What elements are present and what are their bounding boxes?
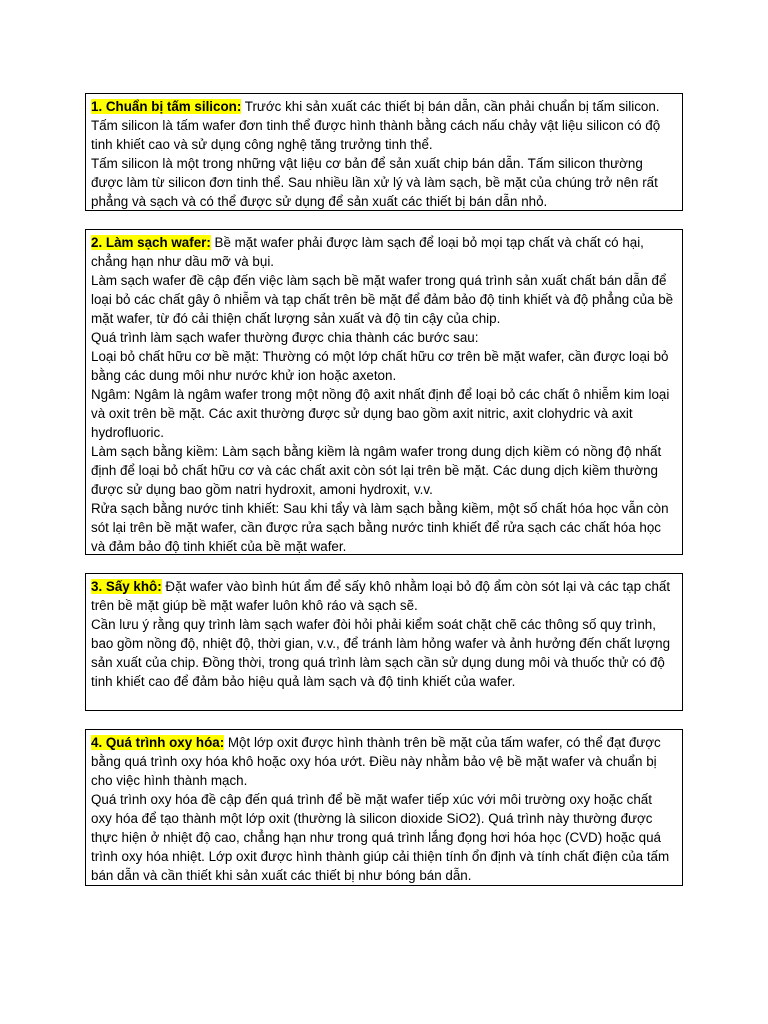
section-paragraph: Rửa sạch bằng nước tinh khiết: Sau khi tẩy và làm sạch bằng kiềm, một số chất hóa học vẫn còn sót lại trên bề mặt wafer, cần được rửa sạch bằng nước tinh khiết để rửa sạch các chất hóa học và đảm bảo độ tinh khiết của bề mặt wafer. — [91, 501, 669, 554]
section-paragraph — [91, 97, 676, 154]
section-paragraph — [91, 577, 676, 615]
section-1-box — [85, 93, 683, 211]
section-text: Một lớp oxit được hình thành trên bề mặt của tấm wafer, có thể đạt được bằng quá trình oxy hóa khô hoặc oxy hóa ướt. Điều này nhằm bảo vệ bề mặt wafer và chuẩn bị cho việc hình thành mạch. — [91, 735, 661, 788]
section-paragraph — [91, 233, 676, 271]
section-text: Trước khi sản xuất các thiết bị bán dẫn, cần phải chuẩn bị tấm silicon. Tấm silicon là tấm wafer đơn tinh thể được hình thành bằng cách nấu chảy vật liệu silicon có độ tinh khiết cao và sử dụng công nghệ tăng trưởng tinh thể. — [91, 99, 661, 152]
section-paragraph: Làm sạch wafer đề cập đến việc làm sạch bề mặt wafer trong quá trình sản xuất chất bán dẫn để loại bỏ các chất gây ô nhiễm và tạp chất trên bề mặt để đảm bảo độ tinh khiết và độ phẳng của bề mặt wafer, từ đó cải thiện chất lượng sản xuất và độ tin cậy của chip. — [91, 273, 674, 326]
section-paragraph: Tấm silicon là một trong những vật liệu cơ bản để sản xuất chip bán dẫn. Tấm silicon thường được làm từ silicon đơn tinh thể. Sau nhiều lần xử lý và làm sạch, bề mặt của chúng trở nên rất phẳng và sạch và có thể được sử dụng để sản xuất các thiết bị bán dẫn nhỏ. — [91, 156, 658, 209]
section-2-box — [85, 229, 683, 555]
section-paragraph: Quá trình oxy hóa đề cập đến quá trình để bề mặt wafer tiếp xúc với môi trường oxy hoặc chất oxy hóa để tạo thành một lớp oxit (thường là silicon dioxide SiO2). Quá trình này thường được thực hiện ở nhiệt độ cao, chẳng hạn như trong quá trình lắng đọng hơi hóa học (CVD) hoặc quá trình oxy hóa nhiệt. Lớp oxit được hình thành giúp cải thiện tính ổn định và tính chất điện của tấm bán dẫn và cần thiết khi sản xuất các thiết bị như bóng bán dẫn. — [91, 792, 670, 883]
section-paragraph: Ngâm: Ngâm là ngâm wafer trong một nồng độ axit nhất định để loại bỏ các chất ô nhiễm kim loại và oxit trên bề mặt. Các axit thường được sử dụng bao gồm axit nitric, axit clohydric và axit hydrofluoric. — [91, 387, 670, 440]
section-paragraph: Làm sạch bằng kiềm: Làm sạch bằng kiềm là ngâm wafer trong dung dịch kiềm có nồng độ nhất định để loại bỏ chất hữu cơ và các chất axit còn sót lại trên bề mặt. Các dung dịch kiềm thường được sử dụng bao gồm natri hydroxit, amoni hydroxit, v.v. — [91, 444, 662, 497]
section-text: Bề mặt wafer phải được làm sạch để loại bỏ mọi tạp chất và chất có hại, chẳng hạn như dầu mỡ và bụi. — [91, 235, 644, 269]
section-paragraph: Cần lưu ý rằng quy trình làm sạch wafer đòi hỏi phải kiểm soát chặt chẽ các thông số quy trình, bao gồm nồng độ, nhiệt độ, thời gian, v.v., để tránh làm hỏng wafer và ảnh hưởng đến chất lượng sản xuất của chip. Đồng thời, trong quá trình làm sạch cần sử dụng dung môi và thuốc thử có độ tinh khiết cao để đảm bảo hiệu quả làm sạch và độ tinh khiết của wafer. — [91, 617, 671, 689]
section-3-box — [85, 573, 683, 711]
section-paragraph: Quá trình làm sạch wafer thường được chia thành các bước sau: — [91, 330, 479, 345]
section-heading: 1. Chuẩn bị tấm silicon: — [91, 99, 242, 114]
section-text: Đặt wafer vào bình hút ẩm để sấy khô nhằm loại bỏ độ ẩm còn sót lại và các tạp chất trên bề mặt giúp bề mặt wafer luôn khô ráo và sạch sẽ. — [91, 579, 671, 613]
section-paragraph: Loại bỏ chất hữu cơ bề mặt: Thường có một lớp chất hữu cơ trên bề mặt wafer, cần được loại bỏ bằng các dung môi như nước khử ion hoặc axeton. — [91, 349, 669, 383]
section-4-box — [85, 729, 683, 886]
section-heading: 2. Làm sạch wafer: — [91, 235, 211, 250]
section-paragraph — [91, 733, 676, 790]
section-heading: 3. Sấy khô: — [91, 579, 162, 594]
section-heading: 4. Quá trình oxy hóa: — [91, 735, 225, 750]
